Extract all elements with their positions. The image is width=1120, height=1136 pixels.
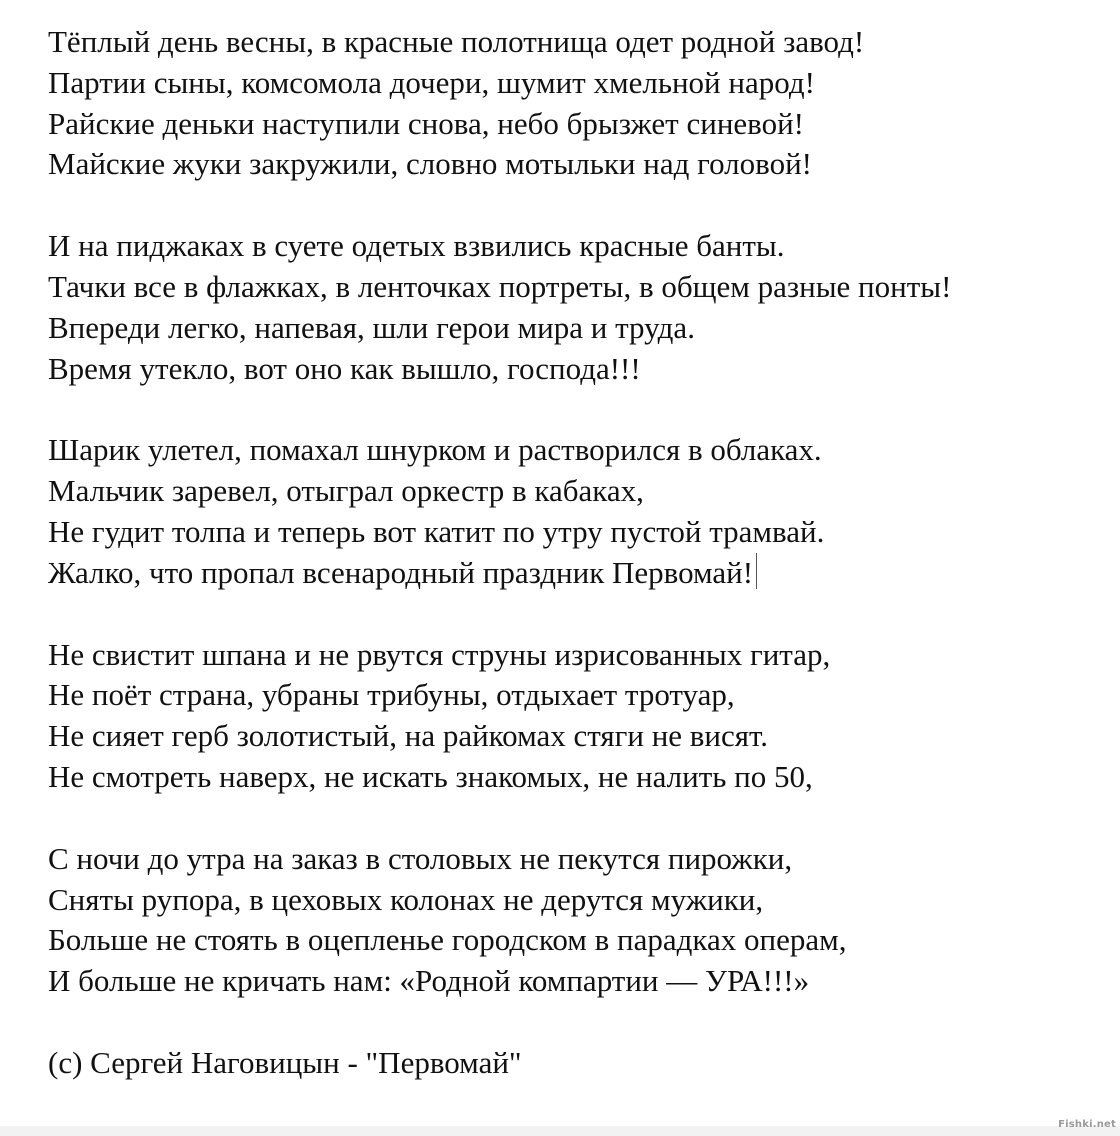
stanza-5 [48, 839, 1116, 1002]
poem-line-with-caret [48, 553, 1116, 594]
poem-line: Шарик улетел, помахал шнурком и растворился в облаках. [48, 432, 822, 468]
author-credit: (c) Сергей Наговицын - "Первомай" [48, 1044, 522, 1080]
site-watermark: Fishki.net [1058, 1119, 1116, 1130]
stanza-4 [48, 635, 1116, 798]
poem-line: Тёплый день весны, в красные полотнища одет родной завод! [48, 24, 865, 59]
poem-line: Тачки все в флажках, в ленточках портреты, в общем разные понты! [48, 268, 952, 304]
poem-line: Не гудит толпа и теперь вот катит по утру пустой трамвай. [48, 513, 825, 549]
poem-line: Не поёт страна, убраны трибуны, отдыхает тротуар, [48, 677, 735, 713]
poem-line: Мальчик заревел, отыграл оркестр в кабаках, [48, 473, 644, 509]
poem-text [48, 22, 1116, 1084]
text-cursor [756, 553, 757, 589]
poem-line: Больше не стоять в оцепленье городском в парадках операм, [48, 922, 847, 958]
poem-line: С ночи до утра на заказ в столовых не пекутся пирожки, [48, 840, 793, 876]
poem-line: Впереди легко, напевая, шли герои мира и труда. [48, 309, 695, 345]
bottom-strip [0, 1126, 1120, 1136]
poem-line: И больше не кричать нам: «Родной компартии — УРА!!!» [48, 963, 810, 999]
stanza-1 [48, 22, 1116, 185]
poem-line: И на пиджаках в суете одетых взвились красные банты. [48, 228, 785, 264]
poem-line-text: Жалко, что пропал всенародный праздник Первомай! [48, 554, 754, 590]
poem-line: Сняты рупора, в цеховых колонах не дерутся мужики, [48, 881, 764, 917]
poem-line: Не сияет герб золотистый, на райкомах стяги не висят. [48, 718, 769, 754]
stanza-3 [48, 430, 1116, 593]
poem-line: Не смотреть наверх, не искать знакомых, не налить по 50, [48, 758, 813, 794]
poem-line: Партии сыны, комсомола дочери, шумит хмельной народ! [48, 64, 815, 100]
stanza-2 [48, 226, 1116, 389]
poem-line: Райские деньки наступили снова, небо брызжет синевой! [48, 105, 805, 141]
poem-line: Не свистит шпана и не рвутся струны изрисованных гитар, [48, 636, 831, 672]
poem-line: Майские жуки закружили, словно мотыльки над головой! [48, 146, 812, 182]
poem-line: Время утекло, вот оно как вышло, господа!!! [48, 350, 641, 386]
